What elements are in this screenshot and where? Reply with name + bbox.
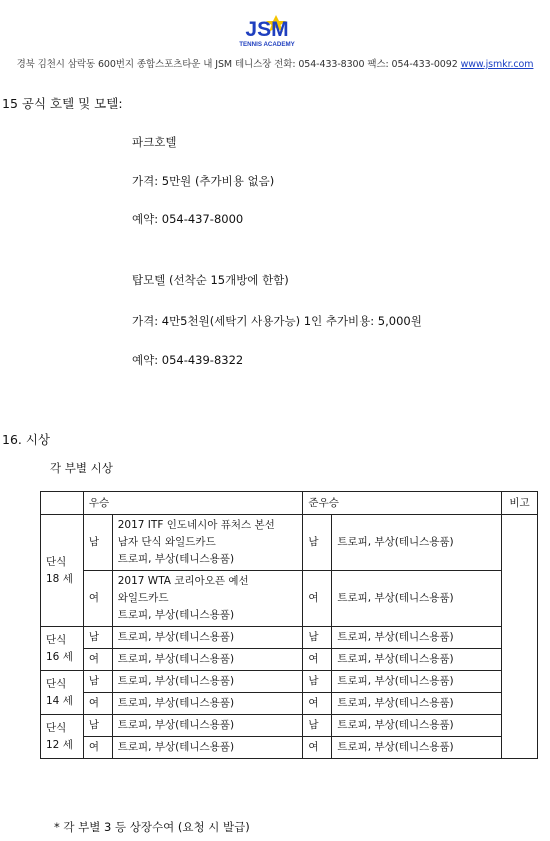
runner-up-gender: 여: [303, 571, 332, 627]
winner-gender: 여: [83, 649, 112, 671]
note-header: 비고: [502, 492, 538, 515]
winner-prize: [112, 571, 303, 627]
contact-line: [0, 56, 550, 70]
runner-up-prize: 트로피, 부상(테니스용품): [332, 671, 502, 693]
winner-prize-line: 트로피, 부상(테니스용품): [117, 741, 235, 753]
winner-prize-line: 트로피, 부상(테니스용품): [117, 553, 235, 565]
age-label: 16 세: [46, 650, 73, 663]
winner-prize-line: 2017 WTA 코리아오픈 예선: [117, 575, 249, 587]
event-label: 단식: [46, 633, 67, 646]
hotel1-name: 파크호텔: [132, 135, 177, 149]
winner-gender: 남: [83, 715, 112, 737]
winner-prize-line: 트로피, 부상(테니스용품): [117, 675, 235, 687]
runner-up-header: 준우승: [303, 492, 502, 515]
table-row: [41, 671, 538, 693]
winner-prize-line: 와일드카드: [117, 592, 169, 604]
winner-prize-line: 남자 단식 와일드카드: [117, 536, 216, 548]
winner-gender: 남: [83, 515, 112, 571]
event-label: 단식: [46, 555, 67, 568]
winner-gender: 여: [83, 737, 112, 759]
winner-prize: [112, 671, 303, 693]
table-row: [41, 649, 538, 671]
runner-up-prize: 트로피, 부상(테니스용품): [332, 515, 502, 571]
runner-up-gender: 남: [303, 515, 332, 571]
winner-prize: [112, 649, 303, 671]
age-label: 12 세: [46, 738, 73, 751]
runner-up-prize: 트로피, 부상(테니스용품): [332, 627, 502, 649]
winner-prize: [112, 737, 303, 759]
age-label: 18 세: [46, 572, 73, 585]
section16-subtitle: 각 부별 시상: [50, 461, 113, 475]
runner-up-gender: 여: [303, 649, 332, 671]
winner-gender: 남: [83, 671, 112, 693]
winner-prize: [112, 693, 303, 715]
winner-gender: 여: [83, 693, 112, 715]
runner-up-gender: 남: [303, 627, 332, 649]
svg-text:JSM: JSM: [245, 18, 289, 41]
table-row: [41, 627, 538, 649]
event-label: 단식: [46, 721, 67, 734]
jsm-logo: [230, 14, 304, 50]
section15-title: 15 공식 호텔 및 모텔:: [2, 96, 123, 111]
winner-prize-line: 트로피, 부상(테니스용품): [117, 719, 235, 731]
awards-table: [40, 491, 538, 759]
section16-title: 16. 시상: [2, 432, 51, 447]
runner-up-prize: 트로피, 부상(테니스용품): [332, 737, 502, 759]
table-header-row: [41, 492, 538, 515]
runner-up-gender: 여: [303, 693, 332, 715]
hotel1-price: 가격: 5만원 (추가비용 없음): [132, 174, 275, 188]
winner-prize: [112, 627, 303, 649]
winner-gender: 여: [83, 571, 112, 627]
contact-text: 경북 김천시 삼락동 600번지 종합스포츠타운 내 JSM 테니스장 전화: 054-433-8300 팩스: 054-433-0092: [16, 59, 458, 70]
winner-gender: 남: [83, 627, 112, 649]
age-label: 14 세: [46, 694, 73, 707]
runner-up-prize: 트로피, 부상(테니스용품): [332, 715, 502, 737]
age-group-cell: [41, 671, 84, 715]
table-row: [41, 715, 538, 737]
runner-up-prize: 트로피, 부상(테니스용품): [332, 571, 502, 627]
hotel1-reservation: 예약: 054-437-8000: [132, 212, 244, 226]
runner-up-gender: 남: [303, 671, 332, 693]
table-row: [41, 737, 538, 759]
runner-up-gender: 남: [303, 715, 332, 737]
winner-prize-line: 트로피, 부상(테니스용품): [117, 697, 235, 709]
hotel2-price: 가격: 4만5천원(세탁기 사용가능) 1인 추가비용: 5,000원: [132, 314, 422, 328]
table-row: [41, 515, 538, 571]
winner-prize-line: 트로피, 부상(테니스용품): [117, 631, 235, 643]
age-group-cell: [41, 515, 84, 627]
note-cell: [502, 515, 538, 759]
table-row: [41, 693, 538, 715]
event-label: 단식: [46, 677, 67, 690]
hotel2-name: 탑모텔 (선착순 15개방에 한함): [132, 273, 289, 287]
winner-header: 우승: [83, 492, 303, 515]
winner-prize-line: 2017 ITF 인도네시아 퓨처스 본선: [117, 519, 275, 531]
svg-text:TENNIS ACADEMY: TENNIS ACADEMY: [239, 41, 295, 48]
table-row: [41, 571, 538, 627]
age-group-cell: [41, 715, 84, 759]
winner-prize: [112, 515, 303, 571]
award-body: [41, 515, 538, 759]
hotel2-reservation: 예약: 054-439-8322: [132, 353, 244, 367]
winner-prize-line: 트로피, 부상(테니스용품): [117, 609, 235, 621]
winner-prize-line: 트로피, 부상(테니스용품): [117, 653, 235, 665]
footnote: * 각 부별 3 등 상장수여 (요청 시 발급): [54, 820, 250, 834]
runner-up-prize: 트로피, 부상(테니스용품): [332, 693, 502, 715]
age-group-cell: [41, 627, 84, 671]
runner-up-prize: 트로피, 부상(테니스용품): [332, 649, 502, 671]
website-link[interactable]: www.jsmkr.com: [460, 59, 534, 70]
winner-prize: [112, 715, 303, 737]
runner-up-gender: 여: [303, 737, 332, 759]
